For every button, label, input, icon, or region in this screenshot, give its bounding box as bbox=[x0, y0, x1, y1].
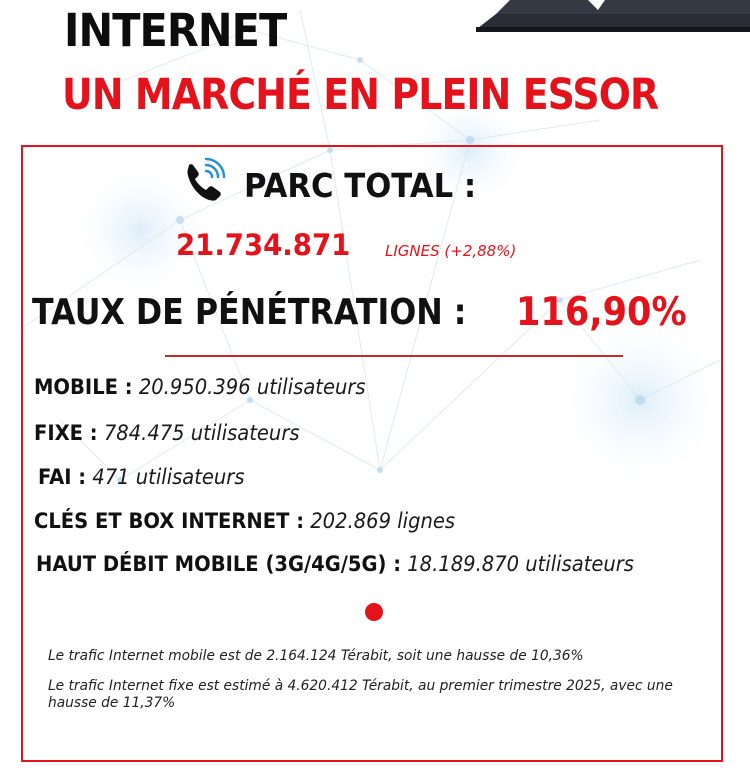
bullet-dot-icon bbox=[365, 603, 383, 621]
divider bbox=[165, 355, 623, 357]
stats-card bbox=[21, 145, 723, 762]
stat-value: 20.950.396 utilisateurs bbox=[138, 375, 366, 399]
parc-total-label: PARC TOTAL : bbox=[244, 166, 477, 205]
parc-total-unit: LIGNES (+2,88%) bbox=[385, 242, 517, 260]
stat-key: CLÉS ET BOX INTERNET : bbox=[34, 509, 305, 533]
penetration-label: TAUX DE PÉNÉTRATION : bbox=[32, 292, 467, 333]
parc-total-value: 21.734.871 bbox=[176, 228, 351, 262]
stat-value: 18.189.870 utilisateurs bbox=[407, 552, 634, 576]
stat-key: FAI : bbox=[38, 465, 87, 489]
page-title: INTERNET bbox=[64, 4, 287, 57]
stat-value: 784.475 utilisateurs bbox=[103, 421, 300, 445]
note-mobile-traffic: Le trafic Internet mobile est de 2.164.124 Térabit, soit une hausse de 10,36% bbox=[48, 648, 584, 664]
stat-value: 471 utilisateurs bbox=[92, 465, 245, 489]
stat-key: MOBILE : bbox=[34, 375, 133, 399]
stat-fixe bbox=[34, 421, 300, 445]
page-subtitle: UN MARCHÉ EN PLEIN ESSOR bbox=[62, 70, 659, 120]
note-fixed-traffic: Le trafic Internet fixe est estimé à 4.620.412 Térabit, au premier trimestre 2025, avec une hausse de 11,37% bbox=[48, 678, 673, 711]
stat-cles-box bbox=[34, 509, 455, 533]
stat-key: HAUT DÉBIT MOBILE (3G/4G/5G) : bbox=[36, 552, 402, 576]
stat-fai bbox=[38, 465, 245, 489]
stat-mobile bbox=[34, 375, 366, 399]
phone-signal-icon bbox=[180, 155, 236, 205]
stat-key: FIXE : bbox=[34, 421, 98, 445]
penetration-value: 116,90% bbox=[516, 290, 687, 335]
stat-haut-debit bbox=[36, 552, 634, 576]
stat-value: 202.869 lignes bbox=[310, 509, 456, 533]
